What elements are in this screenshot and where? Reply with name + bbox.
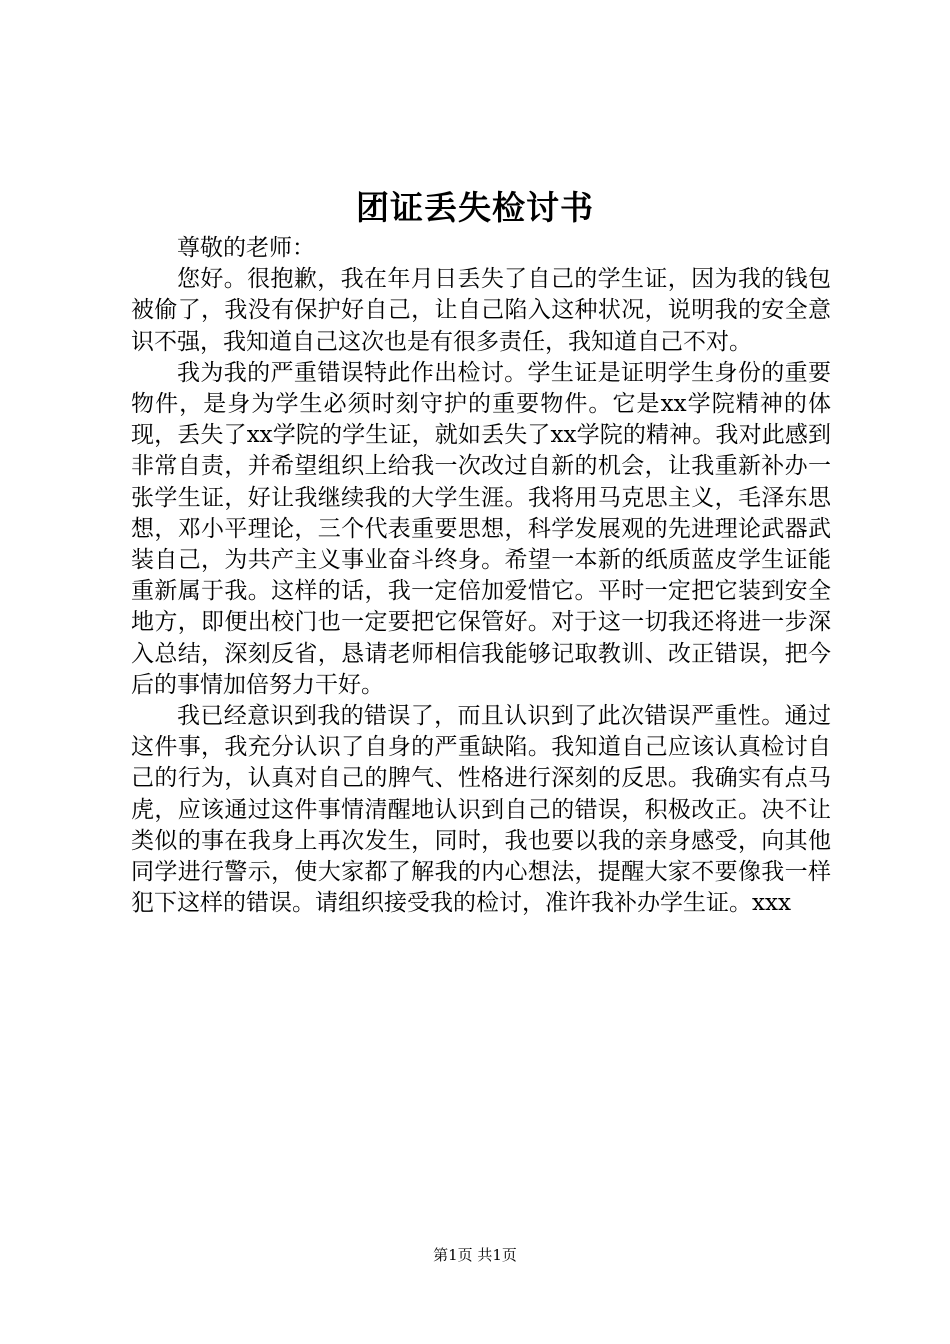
paragraph-2: 我为我的严重错误特此作出检讨。学生证是证明学生身份的重要物件，是身为学生必须时刻守护的重要物件。它是xx学院精神的体现，丢失了xx学院的学生证，就如丢失了xx学院的精神。我对此感到非常自责，并希望组织上给我一次改过自新的机会，让我重新补办一张学生证，好让我继续我的大学生涯。我将用马克思主义，毛泽东思想，邓小平理论，三个代表重要思想，科学发展观的先进理论武器武装自己，为共产主义事业奋斗终身。希望一本新的纸质蓝皮学生证能重新属于我。这样的话，我一定倍加爱惜它。平时一定把它装到安全地方，即便出校门也一定要把它保管好。对于这一切我还将进一步深入总结，深刻反省，恳请老师相信我能够记取教训、改正错误，把今后的事情加倍努力干好。 bbox=[131, 359, 831, 698]
salutation: 尊敬的老师： bbox=[177, 235, 315, 261]
page-footer: 第1页 共1页 bbox=[433, 1246, 517, 1264]
document-title: 团证丢失检讨书 bbox=[356, 188, 594, 227]
paragraph-3: 我已经意识到我的错误了，而且认识到了此次错误严重性。通过这件事，我充分认识了自身的严重缺陷。我知道自己应该认真检讨自己的行为，认真对自己的脾气、性格进行深刻的反思。我确实有点马虎，应该通过这件事情清醒地认识到自己的错误，积极改正。决不让类似的事在我身上再次发生，同时，我也要以我的亲身感受，向其他同学进行警示，使大家都了解我的内心想法，提醒大家不要像我一样犯下这样的错误。请组织接受我的检讨，准许我补办学生证。xxx bbox=[131, 703, 831, 917]
paragraph-1: 您好。很抱歉，我在年月日丢失了自己的学生证，因为我的钱包被偷了，我没有保护好自己，让自己陷入这种状况，说明我的安全意识不强，我知道自己这次也是有很多责任，我知道自己不对。 bbox=[131, 266, 831, 355]
document-body bbox=[131, 233, 831, 919]
